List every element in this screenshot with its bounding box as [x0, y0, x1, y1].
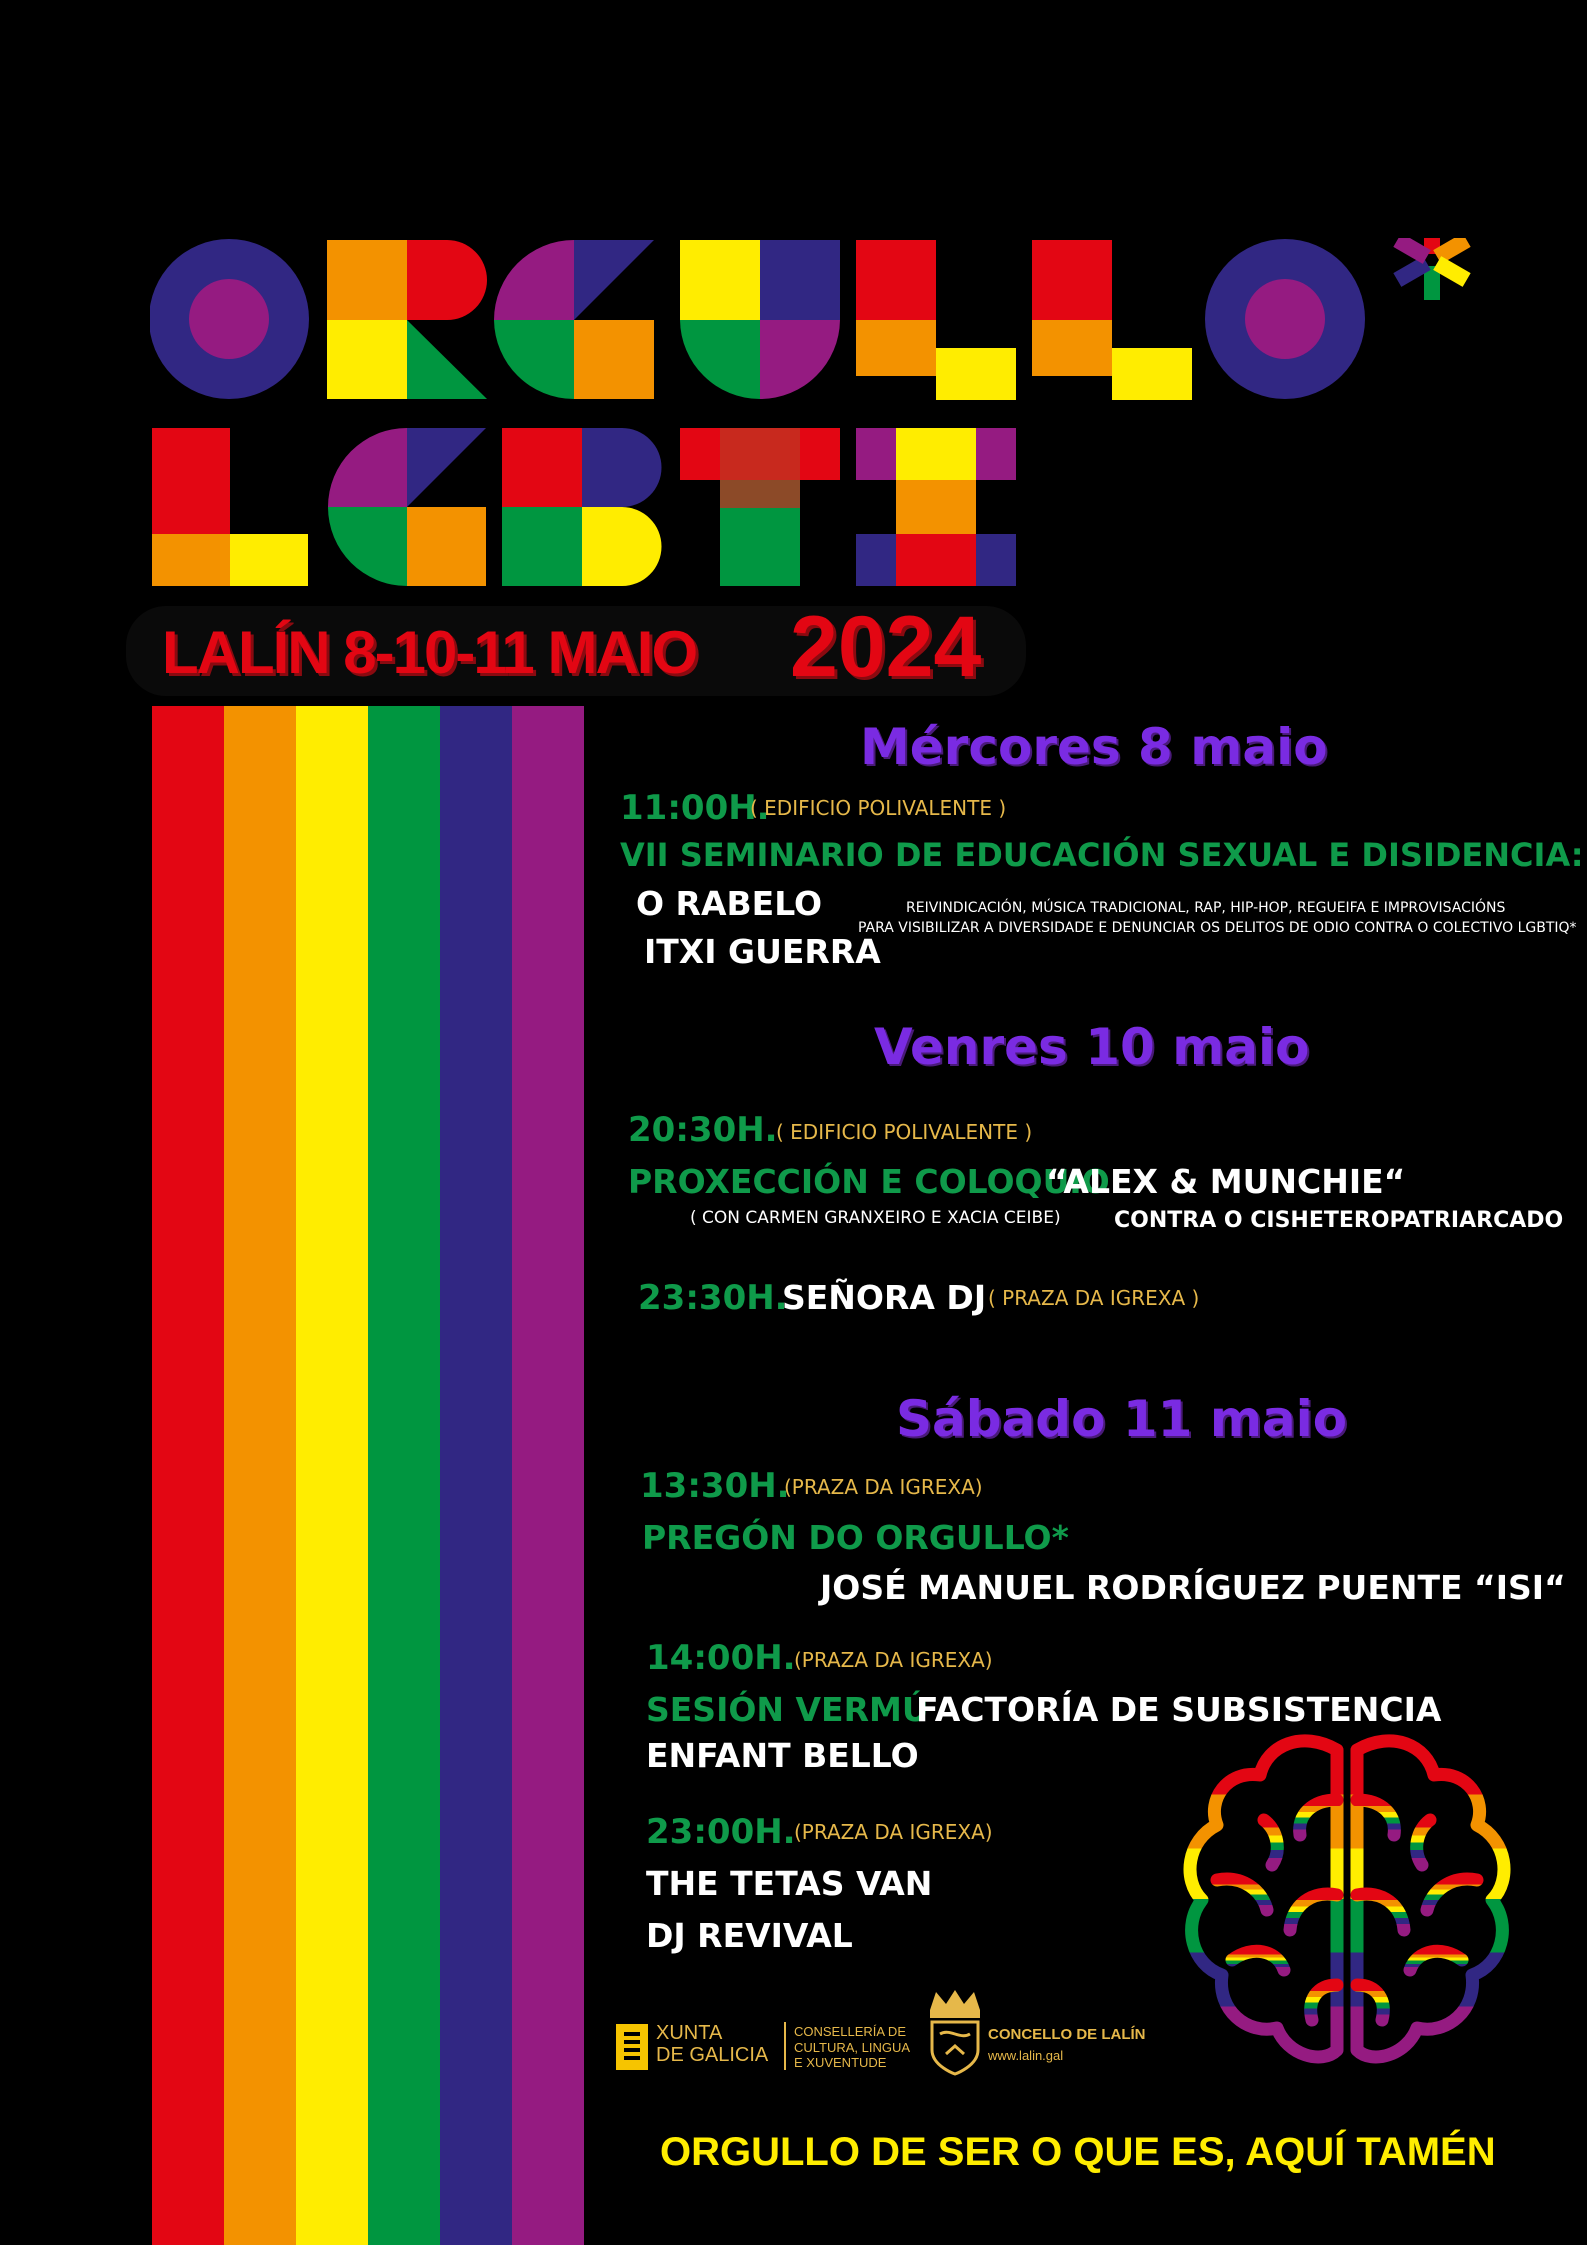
stripe-indigo — [440, 706, 512, 2245]
letter-o-2 — [1205, 239, 1365, 399]
event-venue: ( EDIFICIO POLIVALENTE ) — [776, 1120, 1033, 1144]
event-venue: ( PRAZA DA IGREXA ) — [988, 1286, 1200, 1310]
event-time: 23:00H. — [646, 1812, 796, 1852]
event-time: 23:30H. — [638, 1278, 788, 1318]
rainbow-asterisk-icon — [1393, 238, 1470, 300]
letter-u — [680, 240, 840, 399]
stripe-orange — [224, 706, 296, 2245]
event-description-line2: PARA VISIBILIZAR A DIVERSIDADE E DENUNCIAR OS DELITOS DE ODIO CONTRA O COLECTIVO LGBTIQ* — [858, 920, 1577, 936]
performer-factoria: FACTORÍA DE SUBSISTENCIA — [916, 1690, 1442, 1729]
year: 2024 — [790, 599, 982, 695]
event-title: SESIÓN VERMÚ — [646, 1690, 929, 1729]
event-venue: (PRAZA DA IGREXA) — [794, 1820, 993, 1844]
concello-url: www.lalin.gal — [988, 2048, 1064, 2063]
performer-tetas-van: THE TETAS VAN — [646, 1864, 933, 1903]
letter-b — [502, 428, 662, 586]
day-heading-wednesday: Mércores 8 maio — [860, 718, 1328, 776]
event-time: 20:30H. — [628, 1110, 778, 1150]
event-venue: (PRAZA DA IGREXA) — [794, 1648, 993, 1672]
rainbow-brain-icon — [1172, 1730, 1522, 2075]
performer-o-rabelo: O RABELO — [636, 884, 823, 923]
concello-crest-icon — [924, 1988, 986, 2078]
letter-t — [680, 428, 840, 586]
conselleria-line1: CONSELLERÍA DE — [794, 2024, 906, 2039]
location-dates: LALÍN 8-10-11 MAIO — [162, 619, 697, 686]
conselleria-line3: E XUVENTUDE — [794, 2055, 887, 2070]
slogan: ORGULLO DE SER O QUE ES, AQUÍ TAMÉN — [660, 2130, 1496, 2174]
performer-dj-revival: DJ REVIVAL — [646, 1916, 853, 1955]
event-title: PREGÓN DO ORGULLO* — [642, 1518, 1069, 1557]
stripe-green — [368, 706, 440, 2245]
xunta-name-line2: DE GALICIA — [656, 2044, 769, 2066]
xunta-logo — [616, 2024, 648, 2070]
stripe-violet — [512, 706, 584, 2245]
letter-l-3 — [152, 428, 308, 586]
letter-i — [856, 428, 1016, 586]
stripe-yellow — [296, 706, 368, 2245]
event-guests: ( CON CARMEN GRANXEIRO E XACIA CEIBE) — [690, 1208, 1061, 1228]
concello-name: CONCELLO DE LALÍN — [988, 2026, 1146, 2043]
event-title: VII SEMINARIO DE EDUCACIÓN SEXUAL E DISIDENCIA: — [620, 836, 1584, 874]
event-description-line1: REIVINDICACIÓN, MÚSICA TRADICIONAL, RAP, HIP-HOP, REGUEIFA E IMPROVISACIÓNS — [906, 900, 1506, 916]
letter-g-2 — [328, 428, 486, 586]
xunta-emblem-icon — [624, 2032, 640, 2062]
event-title: PROXECCIÓN E COLOQUIO — [628, 1162, 1110, 1201]
performer-senora-dj: SEÑORA DJ — [782, 1278, 987, 1317]
conselleria-line2: CULTURA, LINGUA — [794, 2040, 911, 2055]
stripe-red — [152, 706, 224, 2245]
sponsor-divider — [784, 2022, 786, 2070]
day-heading-saturday: Sábado 11 maio — [896, 1390, 1348, 1448]
letter-r — [327, 240, 487, 399]
letter-g — [494, 240, 654, 399]
performer-itxi-guerra: ITXI GUERRA — [644, 932, 881, 971]
performer-enfant-bello: ENFANT BELLO — [646, 1736, 919, 1775]
orgullo-logo — [150, 238, 1490, 598]
event-speaker: JOSÉ MANUEL RODRÍGUEZ PUENTE “ISI“ — [820, 1568, 1566, 1607]
letter-l-1 — [856, 240, 1016, 400]
event-venue: ( EDIFICIO POLIVALENTE ) — [750, 796, 1007, 820]
event-subtitle: CONTRA O CISHETEROPATRIARCADO — [1114, 1208, 1564, 1233]
event-time: 13:30H. — [640, 1466, 790, 1506]
film-title: “ALEX & MUNCHIE“ — [1046, 1162, 1406, 1201]
day-heading-friday: Venres 10 maio — [874, 1018, 1310, 1076]
letter-l-2 — [1032, 240, 1192, 400]
event-venue: (PRAZA DA IGREXA) — [784, 1475, 983, 1499]
event-time: 14:00H. — [646, 1638, 796, 1678]
event-time: 11:00H. — [620, 788, 770, 828]
xunta-name-line1: XUNTA — [656, 2022, 723, 2044]
letter-o-1 — [150, 239, 309, 399]
